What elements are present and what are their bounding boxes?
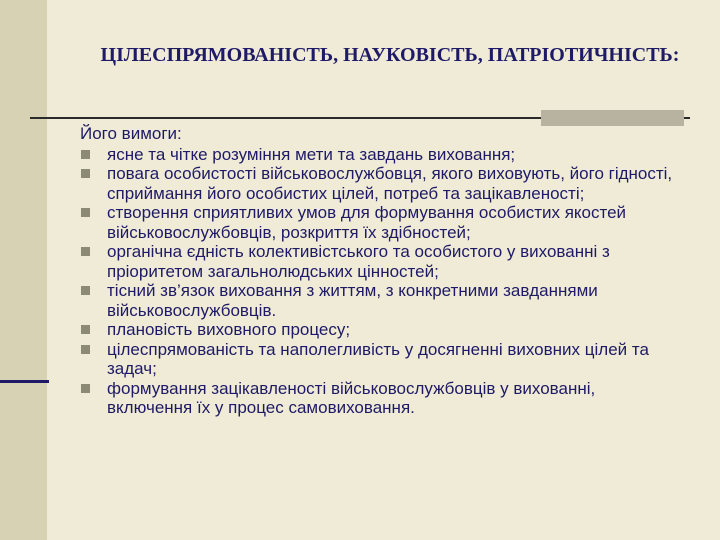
square-bullet-icon [81, 150, 90, 159]
left-accent-rule [0, 380, 49, 383]
slide-body [80, 124, 680, 418]
list-item [80, 320, 680, 340]
square-bullet-icon [81, 208, 90, 217]
square-bullet-icon [81, 169, 90, 178]
list-item [80, 281, 680, 320]
list-item-text: тісний зв’язок виховання з життям, з конкретними завданнями військовослужбовців. [107, 281, 598, 320]
square-bullet-icon [81, 384, 90, 393]
square-bullet-icon [81, 286, 90, 295]
slide-title: ЦІЛЕСПРЯМОВАНІСТЬ, НАУКОВІСТЬ, ПАТРІОТИЧНІСТЬ: [100, 44, 680, 66]
list-item-text: ясне та чітке розуміння мети та завдань виховання; [107, 144, 516, 164]
list-item-text: плановість виховного процесу; [107, 320, 351, 339]
list-item [80, 164, 680, 203]
list-item [80, 379, 680, 418]
list-item-text: повага особистості військовослужбовця, якого виховують, його гідності, сприймання його особистих цілей, потреб та зацікавленості; [107, 164, 673, 203]
list-item [80, 145, 680, 165]
list-item-text: цілеспрямованість та наполегливість у досягненні виховних цілей та задач; [107, 339, 649, 378]
list-item-text: органічна єдність колективістського та особистого у вихованні з пріоритетом загальнолюдських цінностей; [107, 242, 610, 281]
requirements-list [80, 145, 680, 418]
list-item [80, 242, 680, 281]
list-item [80, 203, 680, 242]
square-bullet-icon [81, 247, 90, 256]
list-item-text: формування зацікавленості військовослужбовців у вихованні, включення їх у процес самовиховання. [107, 378, 596, 417]
square-bullet-icon [81, 325, 90, 334]
list-item [80, 340, 680, 379]
list-item-text: створення сприятливих умов для формування особистих якостей військовослужбовців, розкриття їх здібностей; [107, 203, 627, 242]
square-bullet-icon [81, 345, 90, 354]
left-decorative-band [0, 0, 47, 540]
requirements-intro: Його вимоги: [80, 124, 182, 143]
